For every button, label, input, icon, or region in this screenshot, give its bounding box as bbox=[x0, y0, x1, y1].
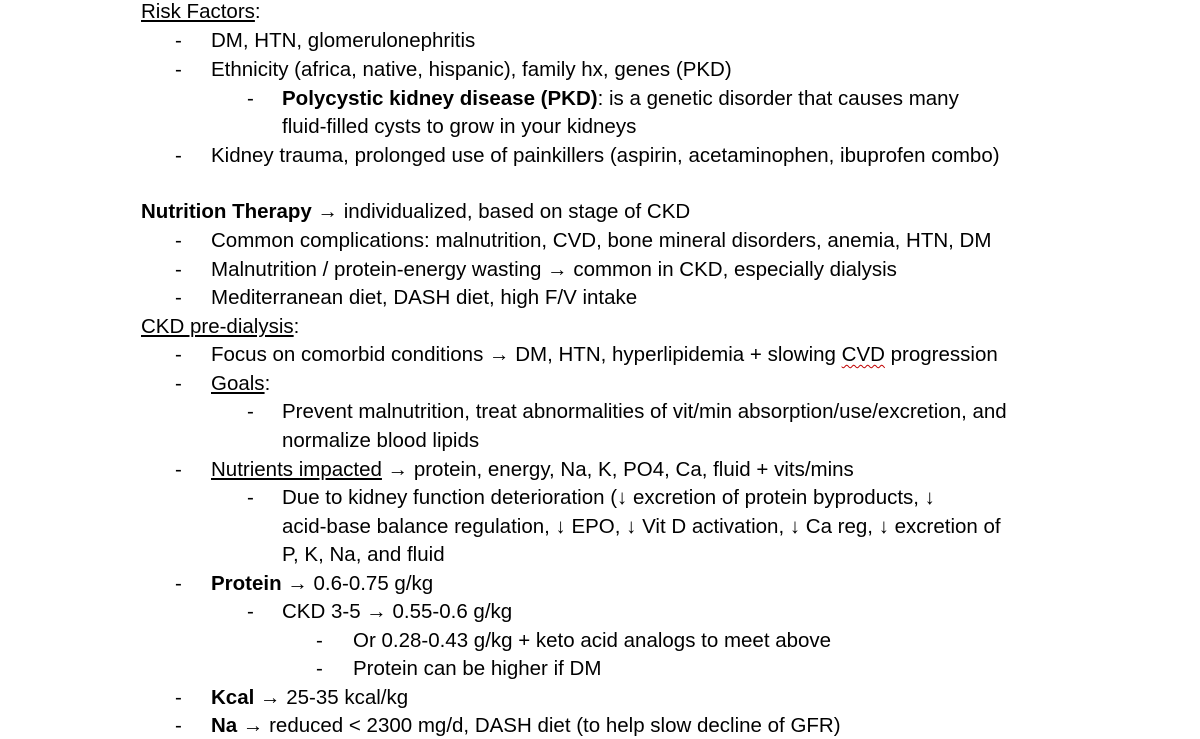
risk-factors-heading bbox=[141, 0, 261, 24]
ckd-kcal-item bbox=[211, 686, 408, 710]
protein-text: → 0.6-0.75 g/kg bbox=[281, 572, 434, 595]
risk-factors-title: Risk Factors bbox=[141, 0, 255, 23]
goals-text-line-2: normalize blood lipids bbox=[282, 429, 480, 452]
risk-item-2: Ethnicity (africa, native, hispanic), family hx, genes (PKD) bbox=[211, 58, 732, 81]
risk-factors-colon: : bbox=[254, 0, 261, 23]
cvd-spellcheck-word: CVD bbox=[841, 343, 885, 366]
keto-acid-item: Or 0.28-0.43 g/kg + keto acid analogs to meet above bbox=[353, 629, 832, 652]
ckd-goals-item bbox=[211, 372, 270, 396]
pkd-definition-line-2: fluid-filled cysts to grow in your kidneys bbox=[282, 115, 637, 138]
bullet-dash: - bbox=[175, 229, 182, 252]
bullet-dash: - bbox=[175, 29, 182, 52]
protein-dm-item: Protein can be higher if DM bbox=[353, 657, 602, 680]
pkd-term: Polycystic kidney disease (PKD) bbox=[282, 87, 598, 110]
bullet-dash: - bbox=[316, 629, 323, 652]
focus-text: Focus on comorbid conditions → DM, HTN, hyperlipidemia + slowing bbox=[211, 343, 842, 366]
bullet-dash: - bbox=[175, 686, 182, 709]
ckd-nutrients-item bbox=[211, 458, 854, 482]
na-text: → reduced < 2300 mg/d, DASH diet (to help slow decline of GFR) bbox=[237, 714, 841, 737]
goals-colon: : bbox=[264, 372, 271, 395]
pkd-definition-text: : is a genetic disorder that causes many bbox=[597, 87, 959, 110]
nutrition-therapy-subtitle: → individualized, based on stage of CKD bbox=[311, 200, 691, 223]
nutrition-therapy-title: Nutrition Therapy bbox=[141, 200, 312, 223]
nutrients-text: → protein, energy, Na, K, PO4, Ca, fluid + vits/mins bbox=[381, 458, 854, 481]
bullet-dash: - bbox=[175, 372, 182, 395]
nutrition-item-3: Mediterranean diet, DASH diet, high F/V intake bbox=[211, 286, 638, 309]
bullet-dash: - bbox=[316, 657, 323, 680]
nutrition-therapy-heading bbox=[141, 200, 690, 224]
due-text-line-2: acid-base balance regulation, ↓ EPO, ↓ Vit D activation, ↓ Ca reg, ↓ excretion of bbox=[282, 515, 1001, 538]
bullet-dash: - bbox=[247, 600, 254, 623]
bullet-dash: - bbox=[247, 87, 254, 110]
bullet-dash: - bbox=[175, 58, 182, 81]
ckd-predialysis-colon: : bbox=[293, 315, 300, 338]
due-text-line-3: P, K, Na, and fluid bbox=[282, 543, 445, 566]
ckd-focus-item bbox=[211, 343, 998, 367]
ckd-3-5-item: CKD 3-5 → 0.55-0.6 g/kg bbox=[282, 600, 513, 623]
bullet-dash: - bbox=[175, 286, 182, 309]
bullet-dash: - bbox=[175, 258, 182, 281]
bullet-dash: - bbox=[175, 572, 182, 595]
goals-label: Goals bbox=[211, 372, 265, 395]
nutrition-item-1: Common complications: malnutrition, CVD, bone mineral disorders, anemia, HTN, DM bbox=[211, 229, 992, 252]
focus-text-end: progression bbox=[884, 343, 998, 366]
nutrition-item-2: Malnutrition / protein-energy wasting → common in CKD, especially dialysis bbox=[211, 258, 897, 281]
bullet-dash: - bbox=[175, 144, 182, 167]
pkd-definition-line-1 bbox=[282, 87, 959, 111]
bullet-dash: - bbox=[247, 486, 254, 509]
ckd-predialysis-title: CKD pre-dialysis bbox=[141, 315, 294, 338]
ckd-na-item bbox=[211, 714, 841, 738]
goals-text-line-1: Prevent malnutrition, treat abnormalities of vit/min absorption/use/excretion, and bbox=[282, 400, 1007, 423]
bullet-dash: - bbox=[175, 714, 182, 737]
risk-item-3: Kidney trauma, prolonged use of painkillers (aspirin, acetaminophen, ibuprofen combo) bbox=[211, 144, 1000, 167]
kcal-text: → 25-35 kcal/kg bbox=[254, 686, 409, 709]
ckd-predialysis-heading bbox=[141, 315, 299, 339]
risk-item-1: DM, HTN, glomerulonephritis bbox=[211, 29, 476, 52]
protein-label: Protein bbox=[211, 572, 282, 595]
bullet-dash: - bbox=[175, 343, 182, 366]
bullet-dash: - bbox=[247, 400, 254, 423]
nutrients-label: Nutrients impacted bbox=[211, 458, 382, 481]
kcal-label: Kcal bbox=[211, 686, 255, 709]
bullet-dash: - bbox=[175, 458, 182, 481]
due-text-line-1: Due to kidney function deterioration (↓ excretion of protein byproducts, ↓ bbox=[282, 486, 935, 509]
ckd-protein-item bbox=[211, 572, 433, 596]
na-label: Na bbox=[211, 714, 238, 737]
